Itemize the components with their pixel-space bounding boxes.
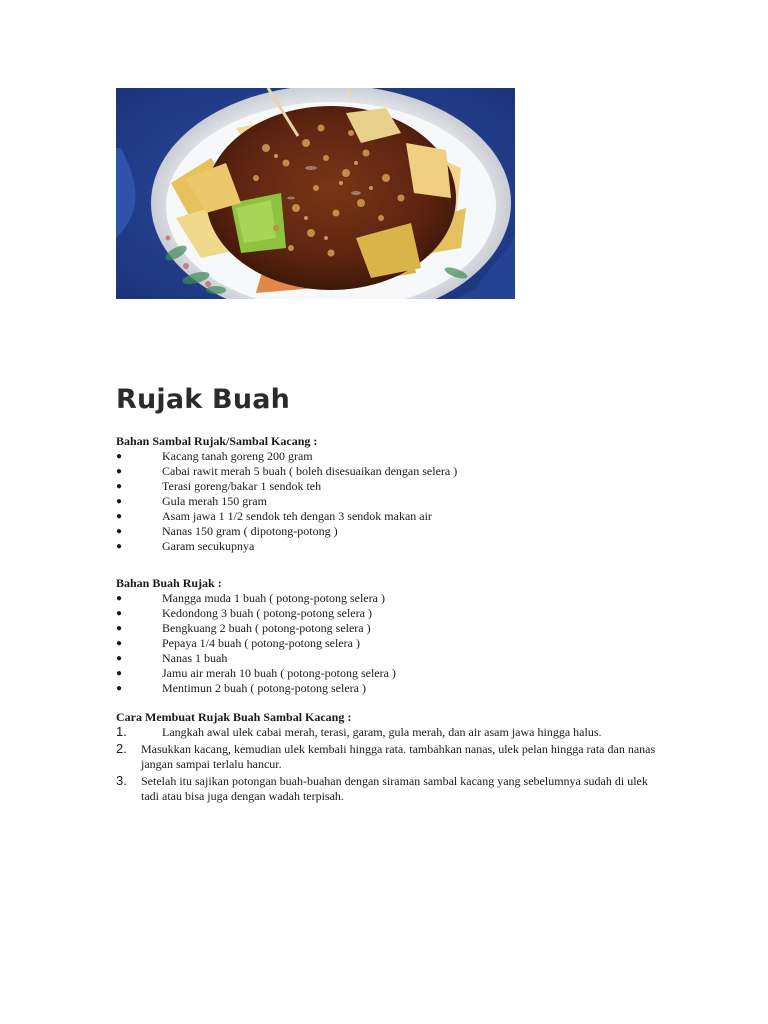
list-item-text: Mangga muda 1 buah ( potong-potong selera ) [162,591,385,605]
list-item [116,591,656,606]
list-item [116,449,656,464]
section-heading: Bahan Sambal Rujak/Sambal Kacang : [116,434,318,448]
list-item [116,524,656,539]
rujak-photo [116,88,515,299]
list-item [116,539,656,554]
list-item-text: Terasi goreng/bakar 1 sendok teh [162,479,322,493]
list-item [116,621,656,636]
list-item [116,636,656,651]
list-item [116,464,656,479]
list-item [116,479,656,494]
bullet-icon: ● [116,541,123,552]
bullet-icon: ● [116,466,123,477]
bullet-icon: ● [116,496,123,507]
sambal-ingredients-section [116,434,656,554]
list-item-text: Bengkuang 2 buah ( potong-potong selera ) [162,621,371,635]
list-item [116,666,656,681]
bullet-icon: ● [116,608,123,619]
list-item-text: Gula merah 150 gram [162,494,267,508]
list-item-text: Pepaya 1/4 buah ( potong-potong selera ) [162,636,360,650]
step-item [116,725,656,740]
section-heading: Bahan Buah Rujak : [116,576,222,590]
sambal-ingredient-list [116,449,656,554]
list-item-text: Nanas 1 buah [162,651,228,665]
bullet-icon: ● [116,593,123,604]
list-item [116,651,656,666]
bullet-icon: ● [116,526,123,537]
bullet-icon: ● [116,511,123,522]
step-text: Masukkan kacang, kemudian ulek kembali hingga rata. tambahkan nanas, ulek pelan hingga rata dan nanas jangan sampai terlalu hancur. [141,742,656,771]
step-number: 1. [116,724,127,739]
list-item [116,606,656,621]
list-item-text: Asam jawa 1 1/2 sendok teh dengan 3 sendok makan air [162,509,432,523]
list-item-text: Jamu air merah 10 buah ( potong-potong selera ) [162,666,396,680]
list-item [116,494,656,509]
step-item [116,774,656,804]
fruit-ingredient-list [116,591,656,696]
list-item-text: Mentimun 2 buah ( potong-potong selera ) [162,681,366,695]
step-number: 3. [116,773,127,788]
list-item-text: Kedondong 3 buah ( potong-potong selera ) [162,606,372,620]
steps-section [116,710,656,806]
page-title: Rujak Buah [116,384,291,415]
list-item-text: Garam secukupnya [162,539,255,553]
bullet-icon: ● [116,481,123,492]
fruit-ingredients-section [116,576,656,696]
bullet-icon: ● [116,683,123,694]
bullet-icon: ● [116,451,123,462]
list-item [116,509,656,524]
bullet-icon: ● [116,638,123,649]
steps-list [116,725,656,804]
bullet-icon: ● [116,653,123,664]
step-item [116,742,656,772]
bullet-icon: ● [116,623,123,634]
bullet-icon: ● [116,668,123,679]
list-item-text: Cabai rawit merah 5 buah ( boleh disesuaikan dengan selera ) [162,464,458,478]
section-heading: Cara Membuat Rujak Buah Sambal Kacang : [116,710,352,724]
list-item-text: Kacang tanah goreng 200 gram [162,449,313,463]
step-text: Langkah awal ulek cabai merah, terasi, garam, gula merah, dan air asam jawa hingga halus. [162,725,602,739]
step-number: 2. [116,741,127,756]
list-item [116,681,656,696]
step-text: Setelah itu sajikan potongan buah-buahan dengan siraman sambal kacang yang sebelumnya sudah di ulek tadi atau bisa juga dengan wadah terpisah. [141,774,648,803]
list-item-text: Nanas 150 gram ( dipotong-potong ) [162,524,338,538]
